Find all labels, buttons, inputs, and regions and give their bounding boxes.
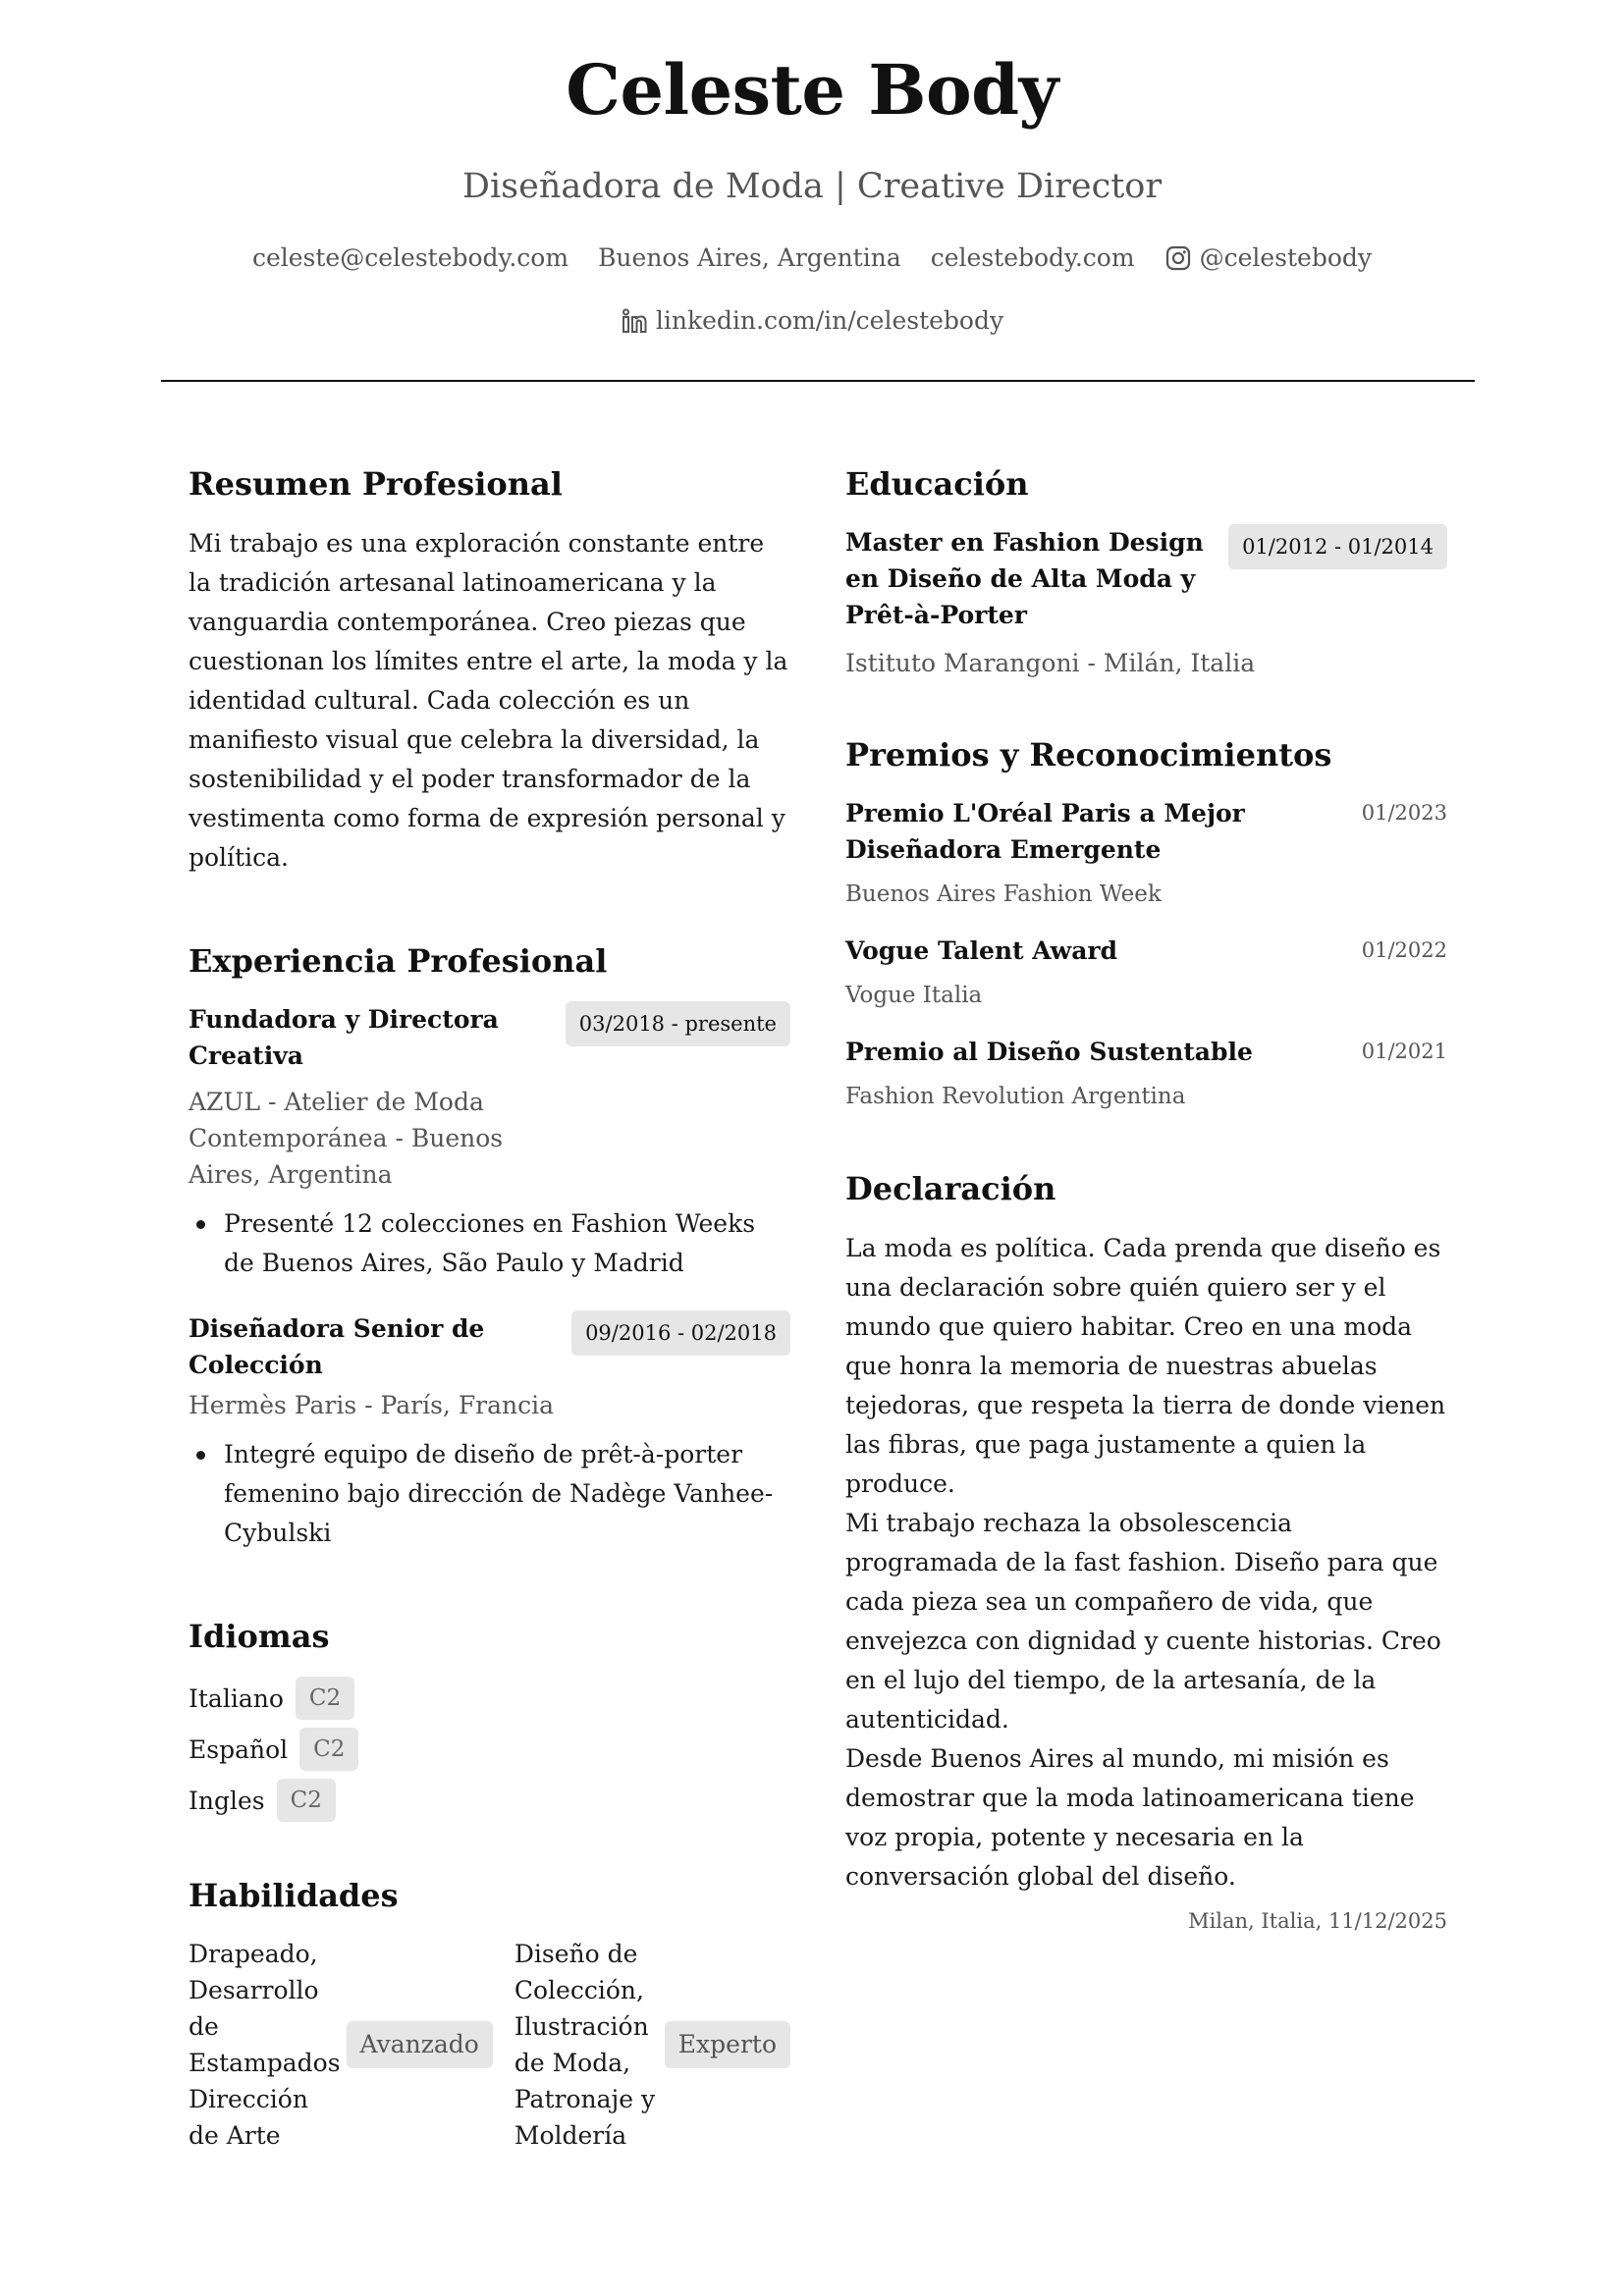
skill-group-names: Drapeado, Desarrollo de Estampados Dirección de Arte: [189, 1940, 341, 2150]
award-entry: [845, 933, 1447, 1012]
school-name: Istituto Marangoni - Milán, Italia: [845, 649, 1256, 677]
section-title: Declaración: [845, 1170, 1056, 1207]
entry-header: [845, 933, 1447, 969]
linkedin-icon: [621, 307, 648, 335]
left-column: [189, 463, 790, 2154]
section-title: Resumen Profesional: [189, 465, 563, 503]
experience-section: [189, 940, 790, 1553]
language-item: [189, 1779, 790, 1822]
skills-section: [189, 1875, 790, 2154]
entry-header: [845, 524, 1447, 633]
awards-section: [845, 734, 1447, 1113]
declaration-section: [845, 1168, 1447, 1936]
job-organization: AZUL - Atelier de Moda Contemporánea - Buenos Aires, Argentina: [189, 1088, 504, 1189]
instagram-text: @celestebody: [1199, 243, 1373, 272]
skill-level: Avanzado: [347, 2021, 493, 2068]
award-name: Premio L'Oréal Paris a Mejor Diseñadora Emergente: [845, 799, 1245, 864]
summary-text: Mi trabajo es una exploración constante entre la tradición artesanal latinoamericana y la vanguardia contemporánea. Creo piezas que cuestionan los límites entre el arte, la moda y la identidad cultural. Cada colección es un manifiesto visual que celebra la diversidad, la sostenibilidad y el poder transformador de la vestimenta como forma de expresión personal y política.: [189, 529, 788, 872]
language-level: C2: [296, 1677, 354, 1720]
award-name: Vogue Talent Award: [845, 936, 1118, 965]
right-column: [845, 463, 1447, 1936]
summary-section: [189, 463, 790, 878]
date-badge: 09/2016 - 02/2018: [571, 1310, 790, 1356]
bullet-item: Presenté 12 colecciones en Fashion Weeks de Buenos Aires, São Paulo y Madrid: [189, 1204, 790, 1283]
experience-entry: [189, 1310, 790, 1553]
contact-email[interactable]: [252, 241, 568, 275]
job-organization: Hermès Paris - París, Francia: [189, 1391, 555, 1419]
language-name: Italiano: [189, 1683, 284, 1713]
contact-row-2: [0, 304, 1624, 338]
location-text: Buenos Aires, Argentina: [598, 243, 901, 272]
skill-level: Experto: [665, 2021, 790, 2068]
linkedin-text: linkedin.com/in/celestebody: [655, 306, 1004, 335]
award-issuer: Vogue Italia: [845, 983, 983, 1008]
instagram-icon: [1164, 244, 1192, 272]
candidate-name: Celeste Body: [566, 49, 1058, 131]
section-title: Idiomas: [189, 1618, 330, 1655]
date-badge: 03/2018 - presente: [566, 1001, 790, 1046]
declaration-paragraph: Desde Buenos Aires al mundo, mi misión es demostrar que la moda latinoamericana tiene voz propia, potente y necesaria en la conversación global del diseño.: [845, 1744, 1415, 1891]
bullet-item: Integré equipo de diseño de prêt-à-porter femenino bajo dirección de Nadège Vanhee-Cybulski: [189, 1435, 790, 1553]
date-badge: 01/2012 - 01/2014: [1228, 524, 1447, 569]
award-date: 01/2021: [1361, 1040, 1447, 1063]
experience-entry: [189, 1001, 790, 1283]
section-title: Experiencia Profesional: [189, 942, 608, 980]
candidate-headline: Diseñadora de Moda | Creative Director: [461, 167, 1163, 206]
award-name: Premio al Diseño Sustentable: [845, 1038, 1253, 1066]
entry-header: [189, 1001, 790, 1074]
award-issuer: Fashion Revolution Argentina: [845, 1084, 1186, 1109]
signature-place-date: Milan, Italia, 11/12/2025: [1188, 1909, 1447, 1933]
language-level: C2: [299, 1728, 358, 1771]
entry-header: [845, 795, 1447, 868]
contact-row: [0, 241, 1624, 275]
language-name: Español: [189, 1735, 289, 1764]
award-issuer: Buenos Aires Fashion Week: [845, 881, 1162, 907]
education-section: [845, 463, 1447, 681]
job-title: Diseñadora Senior de Colección: [189, 1314, 485, 1379]
header-divider: [161, 380, 1475, 382]
declaration-paragraph: Mi trabajo rechaza la obsolescencia programada de la fast fashion. Diseño para que cada pieza sea un compañero de vida, que envejezca con dignidad y cuente historias. Creo en el lujo del tiempo, de la artesanía, de la autenticidad.: [845, 1509, 1441, 1734]
declaration-paragraph: La moda es política. Cada prenda que diseño es una declaración sobre quién quiero ser y el mundo que quiero habitar. Creo en una moda que honra la memoria de nuestras abuelas tejedoras, que respeta la tierra de donde vienen las fibras, que paga justamente a quien la produce.: [845, 1234, 1446, 1498]
contact-linkedin[interactable]: [621, 304, 1003, 338]
language-item: [189, 1728, 790, 1771]
contact-website[interactable]: [931, 241, 1135, 275]
bullet-list: [189, 1435, 790, 1553]
email-text: celeste@celestebody.com: [251, 243, 569, 272]
entry-header: [845, 1034, 1447, 1070]
skill-group-names: Diseño de Colección, Ilustración de Moda, Patronaje y Moldería: [514, 1940, 656, 2150]
languages-section: [189, 1616, 790, 1822]
skills-row: [189, 1936, 790, 2154]
section-title: Educación: [845, 465, 1029, 503]
language-item: [189, 1677, 790, 1720]
contact-location: [598, 241, 901, 275]
contact-instagram[interactable]: [1164, 241, 1372, 275]
section-title: Habilidades: [189, 1877, 399, 1914]
education-entry: [845, 524, 1447, 681]
bullet-list: [189, 1204, 790, 1283]
entry-header: [189, 1310, 790, 1383]
award-entry: [845, 1034, 1447, 1113]
degree-title: Master en Fashion Design en Diseño de Alta Moda y Prêt-à-Porter: [845, 528, 1204, 629]
website-text: celestebody.com: [930, 243, 1135, 272]
section-title: Premios y Reconocimientos: [845, 736, 1332, 774]
language-level: C2: [277, 1779, 336, 1822]
language-name: Ingles: [189, 1786, 265, 1815]
award-date: 01/2023: [1361, 801, 1447, 825]
job-title: Fundadora y Directora Creativa: [189, 1005, 499, 1070]
award-date: 01/2022: [1361, 938, 1447, 962]
award-entry: [845, 795, 1447, 911]
